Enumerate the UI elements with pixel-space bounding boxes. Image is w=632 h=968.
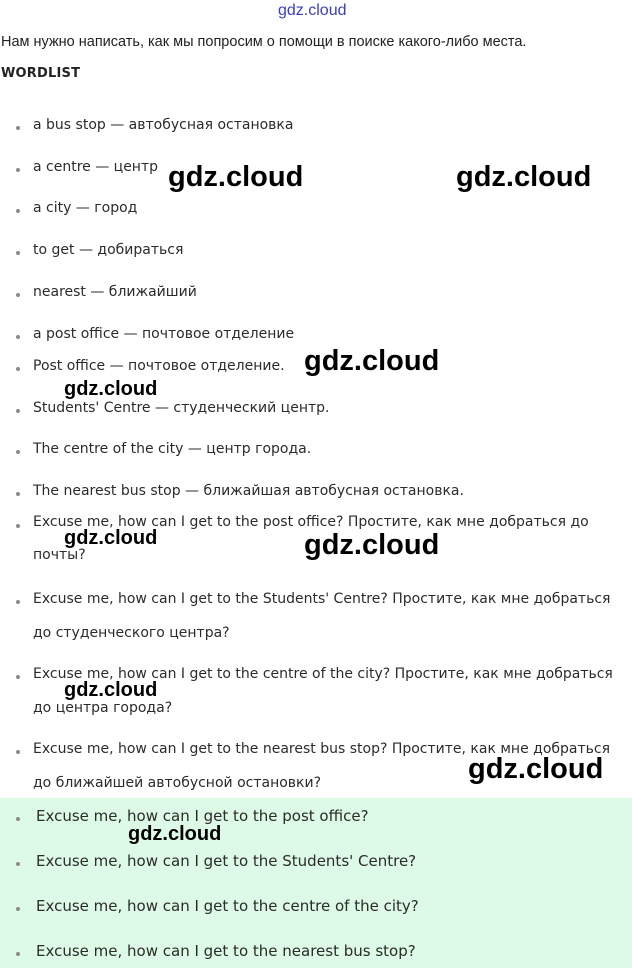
list-item: a bus stop — автобусная остановка	[33, 117, 294, 133]
bullet-dot	[16, 600, 20, 604]
list-item: a centre — центр	[33, 159, 159, 175]
list-item: The centre of the city — центр города.	[33, 441, 312, 457]
watermark: gdz.cloud	[304, 529, 440, 561]
watermark: gdz.cloud	[128, 823, 222, 845]
intro-text: Нам нужно написать, как мы попросим о помощи в поиске какого-либо места.	[1, 34, 527, 50]
bullet-dot	[16, 335, 20, 339]
watermark: gdz.cloud	[456, 161, 592, 193]
answer-item: Excuse me, how can I get to the post office?	[36, 807, 369, 825]
watermark: gdz.cloud	[168, 161, 304, 193]
bullet-dot	[16, 126, 20, 130]
list-item: a city — город	[33, 200, 138, 216]
bullet-dot	[16, 293, 20, 297]
header-watermark: gdz.cloud	[278, 2, 347, 19]
bullet-dot	[16, 450, 20, 454]
bullet-dot	[16, 251, 20, 255]
bullet-dot	[16, 524, 20, 528]
bullet-dot	[16, 209, 20, 213]
wordlist-title: WORDLIST	[1, 66, 81, 81]
answer-item: Excuse me, how can I get to the nearest bus stop?	[36, 942, 416, 960]
list-item: nearest — ближайший	[33, 284, 197, 300]
list-item: to get — добираться	[33, 242, 184, 258]
bullet-dot	[16, 675, 20, 679]
bullet-dot	[16, 862, 20, 866]
bullet-dot	[16, 492, 20, 496]
watermark: gdz.cloud	[468, 753, 604, 785]
bullet-dot	[16, 750, 20, 754]
bullet-dot	[16, 817, 20, 821]
bullet-dot	[16, 367, 20, 371]
answer-item: Excuse me, how can I get to the Students' Centre?	[36, 852, 417, 870]
list-item: Excuse me, how can I get to the post office? Простите, как мне добраться до почты?	[33, 514, 589, 563]
answer-item: Excuse me, how can I get to the centre of the city?	[36, 897, 419, 915]
bullet-dot	[16, 907, 20, 911]
list-item: Students' Centre — студенческий центр.	[33, 400, 330, 416]
watermark: gdz.cloud	[64, 527, 158, 549]
watermark: gdz.cloud	[64, 378, 158, 400]
list-item: Post office — почтовое отделение.	[33, 358, 285, 374]
list-item: Excuse me, how can I get to the nearest bus stop? Простите, как мне добраться до ближайшей автобусной остановки?	[33, 741, 611, 791]
bullet-dot	[16, 952, 20, 956]
list-item: a post office — почтовое отделение	[33, 326, 295, 342]
watermark: gdz.cloud	[64, 679, 158, 701]
bullet-dot	[16, 409, 20, 413]
watermark: gdz.cloud	[304, 345, 440, 377]
list-item: Excuse me, how can I get to the Students' Centre? Простите, как мне добраться до студенческого центра?	[33, 591, 611, 641]
list-item: The nearest bus stop — ближайшая автобусная остановка.	[33, 483, 464, 499]
bullet-dot	[16, 168, 20, 172]
list-item: Excuse me, how can I get to the centre of the city? Простите, как мне добраться до центра города?	[33, 666, 613, 716]
